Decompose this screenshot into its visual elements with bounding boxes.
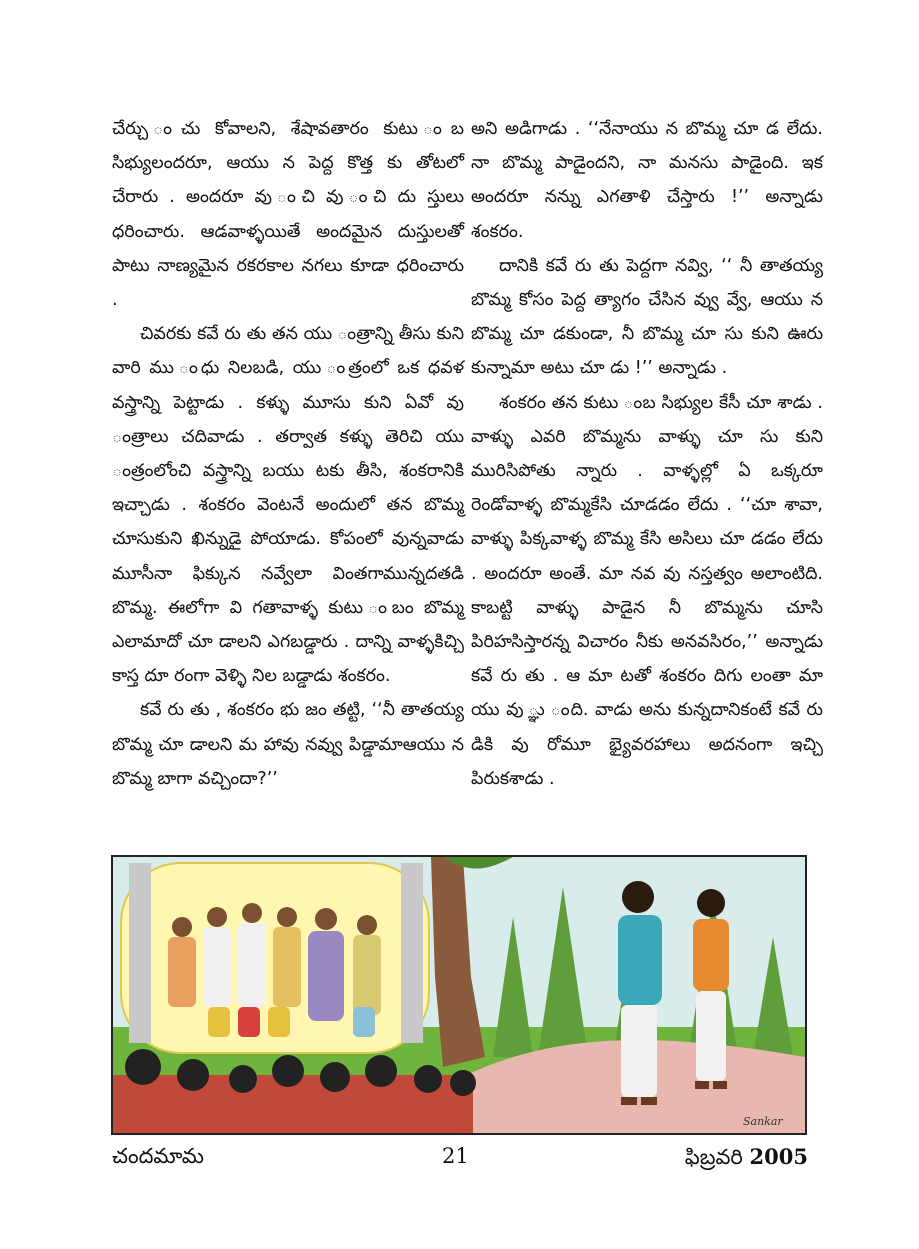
story-paragraph: అని అడిగాడు . ‘‘నేనాయు న బొమ్మ చూ డ లేదు. నా బొమ్మ పాడైందని, నా మనసు పాడైంది. ఇక అందరూ నన్ను ఎగతాళి చేస్తారు !’’ అన్నాడు శంకరం. (471, 119, 823, 242)
story-column-left (112, 112, 464, 796)
issue-year: 2005 (749, 1144, 808, 1169)
story-paragraph: చేర్చు ంచు కోవాలని, శేషావతారం కుటు ంబ సిభ్యులందరూ, ఆయు న పెద్ద కొత్త కు తోటలో చేరారు . అందరూ వు ంచి వు ంచి దు స్తులు ధరించారు. ఆడవాళ్ళయితే అందమైన దుస్తులతో పాటు నాణ్యమైన రకరకాల నగలు కూడా ధరించారు . (112, 119, 464, 311)
pillar-icon (401, 863, 423, 1043)
magazine-name: చందమామ (112, 1144, 204, 1168)
issue-date (685, 1144, 808, 1175)
pillar-icon (129, 863, 151, 1043)
story-paragraph: దానికి కవే రు తు పెద్దగా నవ్వి, ‘‘ నీ తాతయ్య బొమ్మ కోసం పెద్ద త్యాగం చేసిన వ్వు వ్వే, ఆయు న బొమ్మ చూ డకుండా, నీ బొమ్మ చూ సు కుని ఊరు కున్నామా అటు చూ డు !’’ అన్నాడు . (471, 255, 823, 379)
story-paragraph: కవే రు తు , శంకరం భు జం తట్టి, ‘‘నీ తాతయ్య బొమ్మ చూ డాలని మ హావు నవ్వు పిడ్డామాఆయు న బొమ్మ బాగా వచ్చిందా?’’ (112, 700, 464, 789)
issue-month: ఫిబ్రవరి (684, 1145, 743, 1169)
illustration-scene (113, 857, 805, 1133)
artist-signature: Sankar (743, 1115, 783, 1128)
story-paragraph: శంకరం తన కుటు ంబ సిభ్యుల కేసీ చూ శాడు . వాళ్ళు ఎవరి బొమ్మను వాళ్ళు చూ సు కుని మురిసిపోతు న్నారు . వాళ్ళల్లో ఏ ఒక్కరూ రెండోవాళ్ళ బొమ్మకేసి చూడడం లేదు . ‘‘చూ శావా, వాళ్ళు పిక్కవాళ్ళ బొమ్మ కేసి అసిలు చూ డడం లేదు . అందరూ అంతే. మా నవ వు నస్తత్వం అలాంటిది. కాబట్టి వాళ్ళు పాడైన నీ బొమ్మను చూసి పిరిహసిస్తారన్న విచారం నీకు అనవసిరం,’’ అన్నాడు కవే రు తు . ఆ మా టతో శంకరం దిగు లంతా మా యు వు ్ఞు ంది. వాడు అను కున్నదానికంటే కవే రు డికి వు రోమూ భ్యైవరహాలు అదనంగా ఇచ్చి పిరుకశాడు . (471, 392, 823, 789)
page-number: 21 (442, 1144, 469, 1168)
story-column-right (471, 112, 823, 796)
story-paragraph: చివరకు కవే రు తు తన యు ంత్రాన్ని తీసు కుని వారి ము ంధు నిలబడి, యు ంత్రంలో ఒక ధవళ వస్త్రాన్ని పెట్టాడు . కళ్ళు మూసు కుని ఏవో వు ంత్రాలు చదివాడు . తర్వాత కళ్ళు తెరిచి యు ంత్రంలోంచి వస్త్రాన్ని బయు టకు తీసి, శంకరానికి ఇచ్చాడు . శంకరం వెంటనే అందులో తన బొమ్మ చూసుకుని ఖిన్నుడై పోయాడు. కోపంలో వున్నవాడు మూసీనా ఫిక్కున నవ్వేలా వింతగామున్నదతడి బొమ్మ. ఈలోగా వి గతావాళ్ళ కుటు ంబం బొమ్మ ఎలామాదో చూ డాలని ఎగబడ్డారు . దాన్ని వాళ్ళకిచ్చి కాస్త దూ రంగా వెళ్ళి నిల బడ్డాడు శంకరం. (112, 324, 464, 687)
story-illustration (111, 855, 807, 1135)
page-footer (112, 1140, 808, 1180)
